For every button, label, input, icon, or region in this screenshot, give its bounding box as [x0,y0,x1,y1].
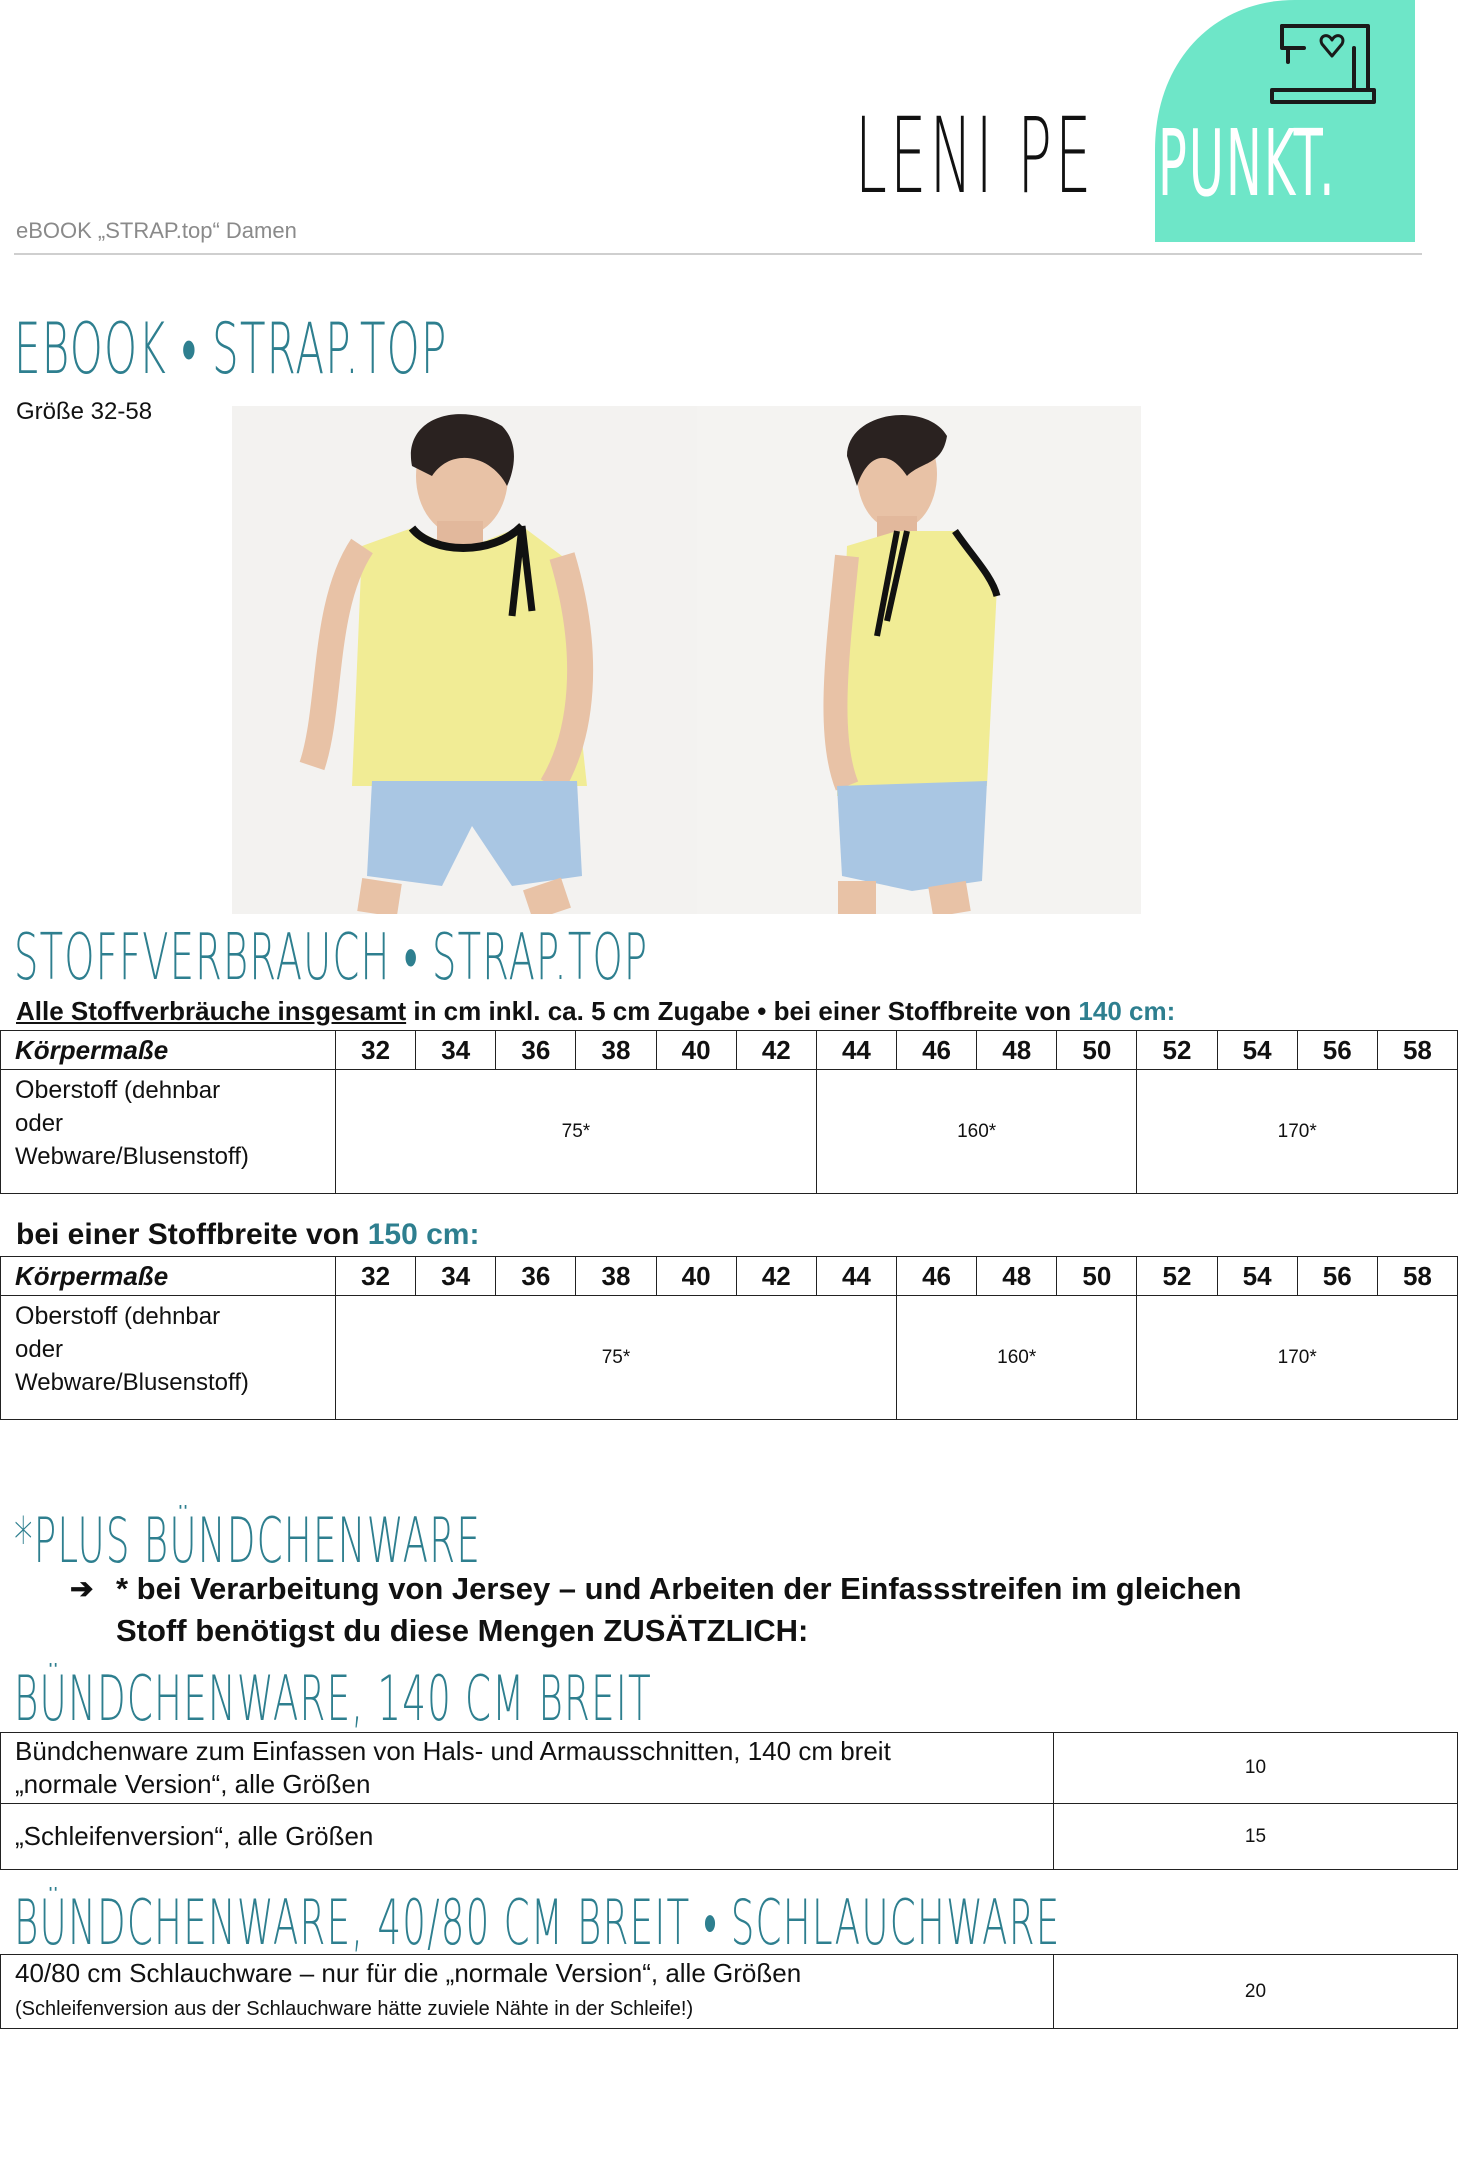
row-label: Oberstoff (dehnbar oder Webware/Blusenstoff) [1,1296,336,1420]
row-label: 40/80 cm Schlauchware – nur für die „normale Version“, alle Größen (Schleifenversion aus der Schlauchware hätte zuviele Nähte in der Schleife!) [1,1955,1054,2029]
row-label: Bündchenware zum Einfassen von Hals- und Armausschnitten, 140 cm breit „normale Version“, alle Größen [1,1733,1054,1804]
ribbing-tube-title: BÜNDCHENWARE, 40/80 CM BREIT • SCHLAUCHWARE [14,1886,1061,1959]
size-56: 56 [1297,1257,1377,1296]
value-cell: 160* [816,1070,1137,1194]
ribbing-tube-table [0,1954,1458,2029]
table-row [1,1955,1458,2029]
header-label: Körpermaße [1,1257,336,1296]
value-cell: 10 [1054,1733,1458,1804]
size-range: Größe 32-58 [16,398,153,425]
size-46: 46 [896,1257,976,1296]
size-32: 32 [336,1257,416,1296]
table-header-row [1,1257,1458,1296]
fabric-table-150 [0,1256,1458,1420]
product-photo-side [697,406,1141,914]
ribbing-140-title: BÜNDCHENWARE, 140 CM BREIT [14,1662,652,1735]
size-58: 58 [1377,1257,1457,1296]
fabric-section-title: STOFFVERBRAUCH • STRAP.TOP [14,921,649,995]
size-36: 36 [496,1257,576,1296]
size-52: 52 [1137,1031,1217,1070]
sewing-machine-icon [1268,18,1378,110]
table-row [1,1070,1458,1194]
table-header-row [1,1031,1458,1070]
table-row [1,1296,1458,1420]
table-row [1,1733,1458,1804]
size-52: 52 [1137,1257,1217,1296]
size-48: 48 [977,1257,1057,1296]
plus-section-title: *PLUS BÜNDCHENWARE [14,1504,482,1577]
size-38: 38 [576,1031,656,1070]
size-44: 44 [816,1031,896,1070]
size-46: 46 [896,1031,976,1070]
value-cell: 170* [1137,1296,1458,1420]
fabric-table-140 [0,1030,1458,1194]
value-cell: 15 [1054,1804,1458,1870]
arrow-icon: ➔ [70,1573,94,1604]
value-cell: 170* [1137,1070,1458,1194]
value-cell: 75* [336,1070,817,1194]
size-44: 44 [816,1257,896,1296]
product-photo-front [232,406,697,914]
value-cell: 20 [1054,1955,1458,2029]
plus-note-line1: * bei Verarbeitung von Jersey – und Arbeiten der Einfassstreifen im gleichen [116,1571,1242,1606]
value-cell: 160* [896,1296,1136,1420]
plus-note-line2: Stoff benötigst du diese Mengen ZUSÄTZLICH: [116,1613,809,1648]
header-label: Körpermaße [1,1031,336,1070]
row-label: „Schleifenversion“, alle Größen [1,1804,1054,1870]
size-50: 50 [1057,1031,1137,1070]
logo-text-left: LENI PE [855,95,1095,217]
logo-text-right: PUNKT. [1158,110,1337,217]
size-50: 50 [1057,1257,1137,1296]
fabric-intro-underlined: Alle Stoffverbräuche insgesamt [16,996,407,1026]
size-34: 34 [416,1031,496,1070]
size-42: 42 [736,1257,816,1296]
size-54: 54 [1217,1257,1297,1296]
table-row [1,1804,1458,1870]
size-42: 42 [736,1031,816,1070]
size-38: 38 [576,1257,656,1296]
size-54: 54 [1217,1031,1297,1070]
fabric-intro-150: bei einer Stoffbreite von 150 cm: [16,1218,480,1251]
size-32: 32 [336,1031,416,1070]
size-40: 40 [656,1031,736,1070]
ebook-label: eBOOK „STRAP.top“ Damen [16,218,297,243]
fabric-intro-text: in cm inkl. ca. 5 cm Zugabe • bei einer Stoffbreite von [406,996,1079,1026]
size-58: 58 [1377,1031,1457,1070]
size-40: 40 [656,1257,736,1296]
value-cell: 75* [336,1296,897,1420]
header-divider [14,253,1422,255]
size-48: 48 [977,1031,1057,1070]
ribbing-140-table [0,1732,1458,1870]
row-label: Oberstoff (dehnbar oder Webware/Blusenstoff) [1,1070,336,1194]
page-title: EBOOK • STRAP.TOP [14,308,448,390]
fabric-intro-width: 140 cm: [1078,996,1176,1026]
size-56: 56 [1297,1031,1377,1070]
size-34: 34 [416,1257,496,1296]
size-36: 36 [496,1031,576,1070]
fabric-intro [16,996,1175,1027]
